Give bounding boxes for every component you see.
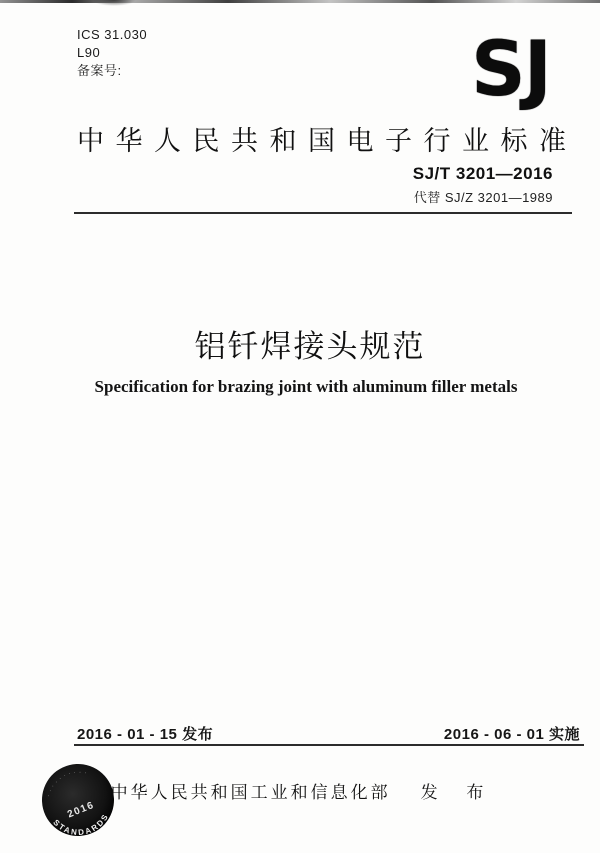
seal-year: 2016 [65, 799, 97, 821]
implementation-date: 2016 - 06 - 01 实施 [443, 726, 580, 743]
seal-standards-text: STANDARDS [51, 811, 111, 838]
issue-date: 2016 - 01 - 15 发布 [77, 726, 214, 743]
document-title-cn: 铝钎焊接头规范 [194, 329, 426, 364]
seal-arc-top-text: · · · · · · · · · · [45, 769, 88, 798]
doc-class-code: L90 [77, 45, 101, 60]
classification-block [77, 26, 147, 80]
replaces-note: 代替 SJ/Z 3201—1989 [413, 190, 553, 205]
record-number-label: 备案号: [77, 63, 122, 78]
sj-logo: SJ [470, 24, 550, 113]
publisher-row [3, 778, 600, 803]
standard-category-title: 中华人民共和国电子行业标准 [77, 126, 578, 156]
standard-number: SJ/T 3201—2016 [412, 164, 553, 183]
publish-word: 发 布 [420, 783, 496, 802]
publisher-name: 中华人民共和国工业和信息化部 [110, 783, 391, 802]
footer-rule [74, 744, 584, 746]
document-title-en: Specification for brazing joint with aluminum filler metals [94, 377, 518, 396]
scan-artifact-top [0, 0, 600, 3]
header-rule [74, 212, 572, 214]
ics-code: ICS 31.030 [77, 27, 148, 42]
